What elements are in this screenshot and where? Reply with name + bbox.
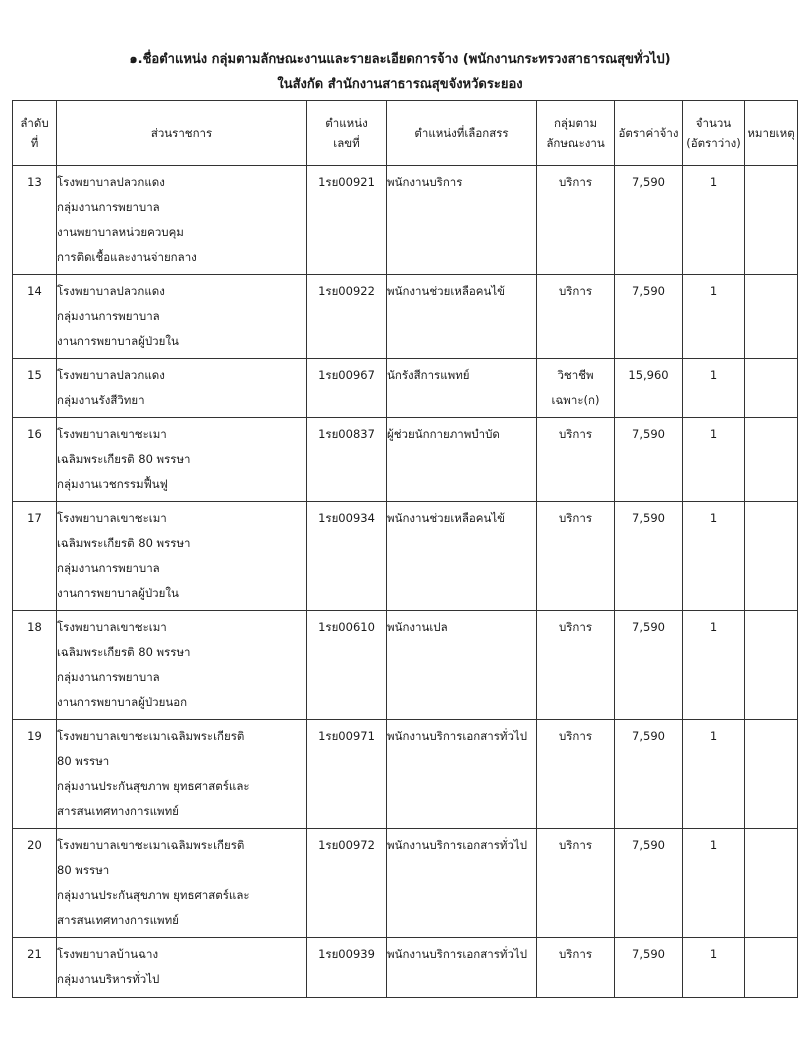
- cell-department: [57, 829, 307, 938]
- cell-order-number: 17: [13, 502, 57, 611]
- job-group-line: เฉพาะ(ก): [551, 393, 600, 407]
- header-job-group: กลุ่มตาม ลักษณะงาน: [537, 101, 615, 166]
- department-line: กลุ่มงานบริหารทั่วไป: [57, 972, 160, 986]
- cell-vacancy-count: 1: [683, 611, 745, 720]
- job-group-line: บริการ: [558, 427, 593, 441]
- job-group-line: บริการ: [558, 729, 593, 743]
- cell-position-number: 1รย00921: [307, 166, 387, 275]
- cell-department: [57, 166, 307, 275]
- job-group-line: บริการ: [558, 838, 593, 852]
- department-line: 80 พรรษา: [57, 754, 110, 768]
- department-line: กลุ่มงานประกันสุขภาพ ยุทธศาสตร์และ: [57, 888, 250, 902]
- table-header-row: [13, 101, 798, 166]
- header-vacancy-count: จำนวน (อัตราว่าง): [683, 101, 745, 166]
- cell-vacancy-count: 1: [683, 275, 745, 359]
- cell-job-group: [537, 359, 615, 418]
- department-line: กลุ่มงานรังสีวิทยา: [57, 393, 145, 407]
- cell-job-group: [537, 418, 615, 502]
- cell-note: [745, 611, 798, 720]
- cell-wage-rate: 7,590: [615, 611, 683, 720]
- department-line: โรงพยาบาลปลวกแดง: [57, 284, 165, 298]
- table-row: [13, 359, 798, 418]
- cell-position-name: พนักงานช่วยเหลือคนไข้: [387, 275, 537, 359]
- department-line: เฉลิมพระเกียรติ 80 พรรษา: [57, 536, 191, 550]
- cell-position-number: 1รย00610: [307, 611, 387, 720]
- document-title: ๑.ชื่อตำแหน่ง กลุ่มตามลักษณะงานและรายละเอียดการจ้าง (พนักงานกระทรวงสาธารณสุขทั่วไป): [129, 52, 671, 67]
- cell-vacancy-count: 1: [683, 938, 745, 998]
- cell-job-group: [537, 166, 615, 275]
- department-line: กลุ่มงานประกันสุขภาพ ยุทธศาสตร์และ: [57, 779, 250, 793]
- job-group-line: บริการ: [558, 947, 593, 961]
- table-body: [13, 166, 798, 998]
- cell-wage-rate: 7,590: [615, 275, 683, 359]
- cell-position-number: 1รย00967: [307, 359, 387, 418]
- cell-job-group: [537, 275, 615, 359]
- cell-job-group: [537, 829, 615, 938]
- cell-note: [745, 502, 798, 611]
- cell-position-number: 1รย00972: [307, 829, 387, 938]
- header-wage-rate: อัตราค่าจ้าง: [615, 101, 683, 166]
- cell-vacancy-count: 1: [683, 166, 745, 275]
- cell-note: [745, 829, 798, 938]
- department-line: โรงพยาบาลบ้านฉาง: [57, 947, 159, 961]
- cell-position-name: พนักงานบริการเอกสารทั่วไป: [387, 938, 537, 998]
- department-line: กลุ่มงานการพยาบาล: [57, 309, 160, 323]
- cell-vacancy-count: 1: [683, 720, 745, 829]
- department-line: โรงพยาบาลเขาชะเมา: [57, 620, 167, 634]
- cell-department: [57, 502, 307, 611]
- header-note: หมายเหตุ: [745, 101, 798, 166]
- cell-department: [57, 359, 307, 418]
- table-row: [13, 938, 798, 998]
- department-line: สารสนเทศทางการแพทย์: [57, 913, 179, 927]
- table-row: [13, 502, 798, 611]
- cell-position-name: พนักงานบริการ: [387, 166, 537, 275]
- department-line: งานการพยาบาลผู้ป่วยใน: [57, 334, 179, 348]
- cell-note: [745, 166, 798, 275]
- cell-job-group: [537, 611, 615, 720]
- cell-job-group: [537, 720, 615, 829]
- cell-position-name: ผู้ช่วยนักกายภาพบำบัด: [387, 418, 537, 502]
- cell-note: [745, 418, 798, 502]
- cell-position-number: 1รย00837: [307, 418, 387, 502]
- department-line: สารสนเทศทางการแพทย์: [57, 804, 179, 818]
- cell-job-group: [537, 938, 615, 998]
- header-position-name: ตำแหน่งที่เลือกสรร: [387, 101, 537, 166]
- cell-department: [57, 275, 307, 359]
- cell-vacancy-count: 1: [683, 502, 745, 611]
- cell-note: [745, 275, 798, 359]
- cell-position-number: 1รย00971: [307, 720, 387, 829]
- cell-department: [57, 720, 307, 829]
- cell-vacancy-count: 1: [683, 418, 745, 502]
- job-group-line: บริการ: [558, 511, 593, 525]
- cell-vacancy-count: 1: [683, 359, 745, 418]
- cell-order-number: 13: [13, 166, 57, 275]
- cell-order-number: 16: [13, 418, 57, 502]
- department-line: 80 พรรษา: [57, 863, 110, 877]
- department-line: กลุ่มงานการพยาบาล: [57, 561, 160, 575]
- department-line: โรงพยาบาลเขาชะเมาเฉลิมพระเกียรติ: [57, 838, 245, 852]
- department-line: โรงพยาบาลปลวกแดง: [57, 175, 165, 189]
- cell-wage-rate: 7,590: [615, 166, 683, 275]
- table-row: [13, 275, 798, 359]
- job-group-line: บริการ: [558, 284, 593, 298]
- cell-note: [745, 359, 798, 418]
- header-no: ลำดับ ที่: [13, 101, 57, 166]
- cell-order-number: 14: [13, 275, 57, 359]
- cell-position-number: 1รย00922: [307, 275, 387, 359]
- cell-note: [745, 938, 798, 998]
- cell-job-group: [537, 502, 615, 611]
- cell-position-name: พนักงานเปล: [387, 611, 537, 720]
- cell-wage-rate: 7,590: [615, 418, 683, 502]
- cell-order-number: 15: [13, 359, 57, 418]
- department-line: งานพยาบาลหน่วยควบคุม: [57, 225, 184, 239]
- table-row: [13, 829, 798, 938]
- department-line: โรงพยาบาลเขาชะเมา: [57, 511, 167, 525]
- cell-order-number: 20: [13, 829, 57, 938]
- cell-position-name: พนักงานช่วยเหลือคนไข้: [387, 502, 537, 611]
- table-row: [13, 720, 798, 829]
- cell-position-name: พนักงานบริการเอกสารทั่วไป: [387, 829, 537, 938]
- job-group-line: วิชาชีพ: [557, 368, 594, 382]
- table-row: [13, 611, 798, 720]
- positions-table: [12, 100, 798, 998]
- department-line: เฉลิมพระเกียรติ 80 พรรษา: [57, 645, 191, 659]
- job-group-line: บริการ: [558, 175, 593, 189]
- cell-department: [57, 611, 307, 720]
- department-line: งานการพยาบาลผู้ป่วยนอก: [57, 695, 188, 709]
- cell-position-name: นักรังสีการแพทย์: [387, 359, 537, 418]
- cell-position-number: 1รย00939: [307, 938, 387, 998]
- cell-wage-rate: 7,590: [615, 502, 683, 611]
- cell-wage-rate: 7,590: [615, 720, 683, 829]
- cell-vacancy-count: 1: [683, 829, 745, 938]
- cell-department: [57, 418, 307, 502]
- cell-note: [745, 720, 798, 829]
- table-row: [13, 418, 798, 502]
- table-row: [13, 166, 798, 275]
- job-group-line: บริการ: [558, 620, 593, 634]
- department-line: โรงพยาบาลปลวกแดง: [57, 368, 165, 382]
- department-line: โรงพยาบาลเขาชะเมา: [57, 427, 167, 441]
- department-line: กลุ่มงานการพยาบาล: [57, 670, 160, 684]
- header-department: ส่วนราชการ: [57, 101, 307, 166]
- cell-order-number: 18: [13, 611, 57, 720]
- department-line: เฉลิมพระเกียรติ 80 พรรษา: [57, 452, 191, 466]
- cell-order-number: 19: [13, 720, 57, 829]
- department-line: กลุ่มงานเวชกรรมฟื้นฟู: [57, 477, 168, 491]
- cell-order-number: 21: [13, 938, 57, 998]
- cell-wage-rate: 7,590: [615, 829, 683, 938]
- department-line: การติดเชื้อและงานจ่ายกลาง: [57, 250, 197, 264]
- department-line: โรงพยาบาลเขาชะเมาเฉลิมพระเกียรติ: [57, 729, 245, 743]
- department-line: กลุ่มงานการพยาบาล: [57, 200, 160, 214]
- cell-wage-rate: 15,960: [615, 359, 683, 418]
- cell-position-number: 1รย00934: [307, 502, 387, 611]
- header-position-number: ตำแหน่ง เลขที่: [307, 101, 387, 166]
- cell-position-name: พนักงานบริการเอกสารทั่วไป: [387, 720, 537, 829]
- document-subtitle: ในสังกัด สำนักงานสาธารณสุขจังหวัดระยอง: [277, 77, 523, 92]
- cell-department: [57, 938, 307, 998]
- department-line: งานการพยาบาลผู้ป่วยใน: [57, 586, 179, 600]
- cell-wage-rate: 7,590: [615, 938, 683, 998]
